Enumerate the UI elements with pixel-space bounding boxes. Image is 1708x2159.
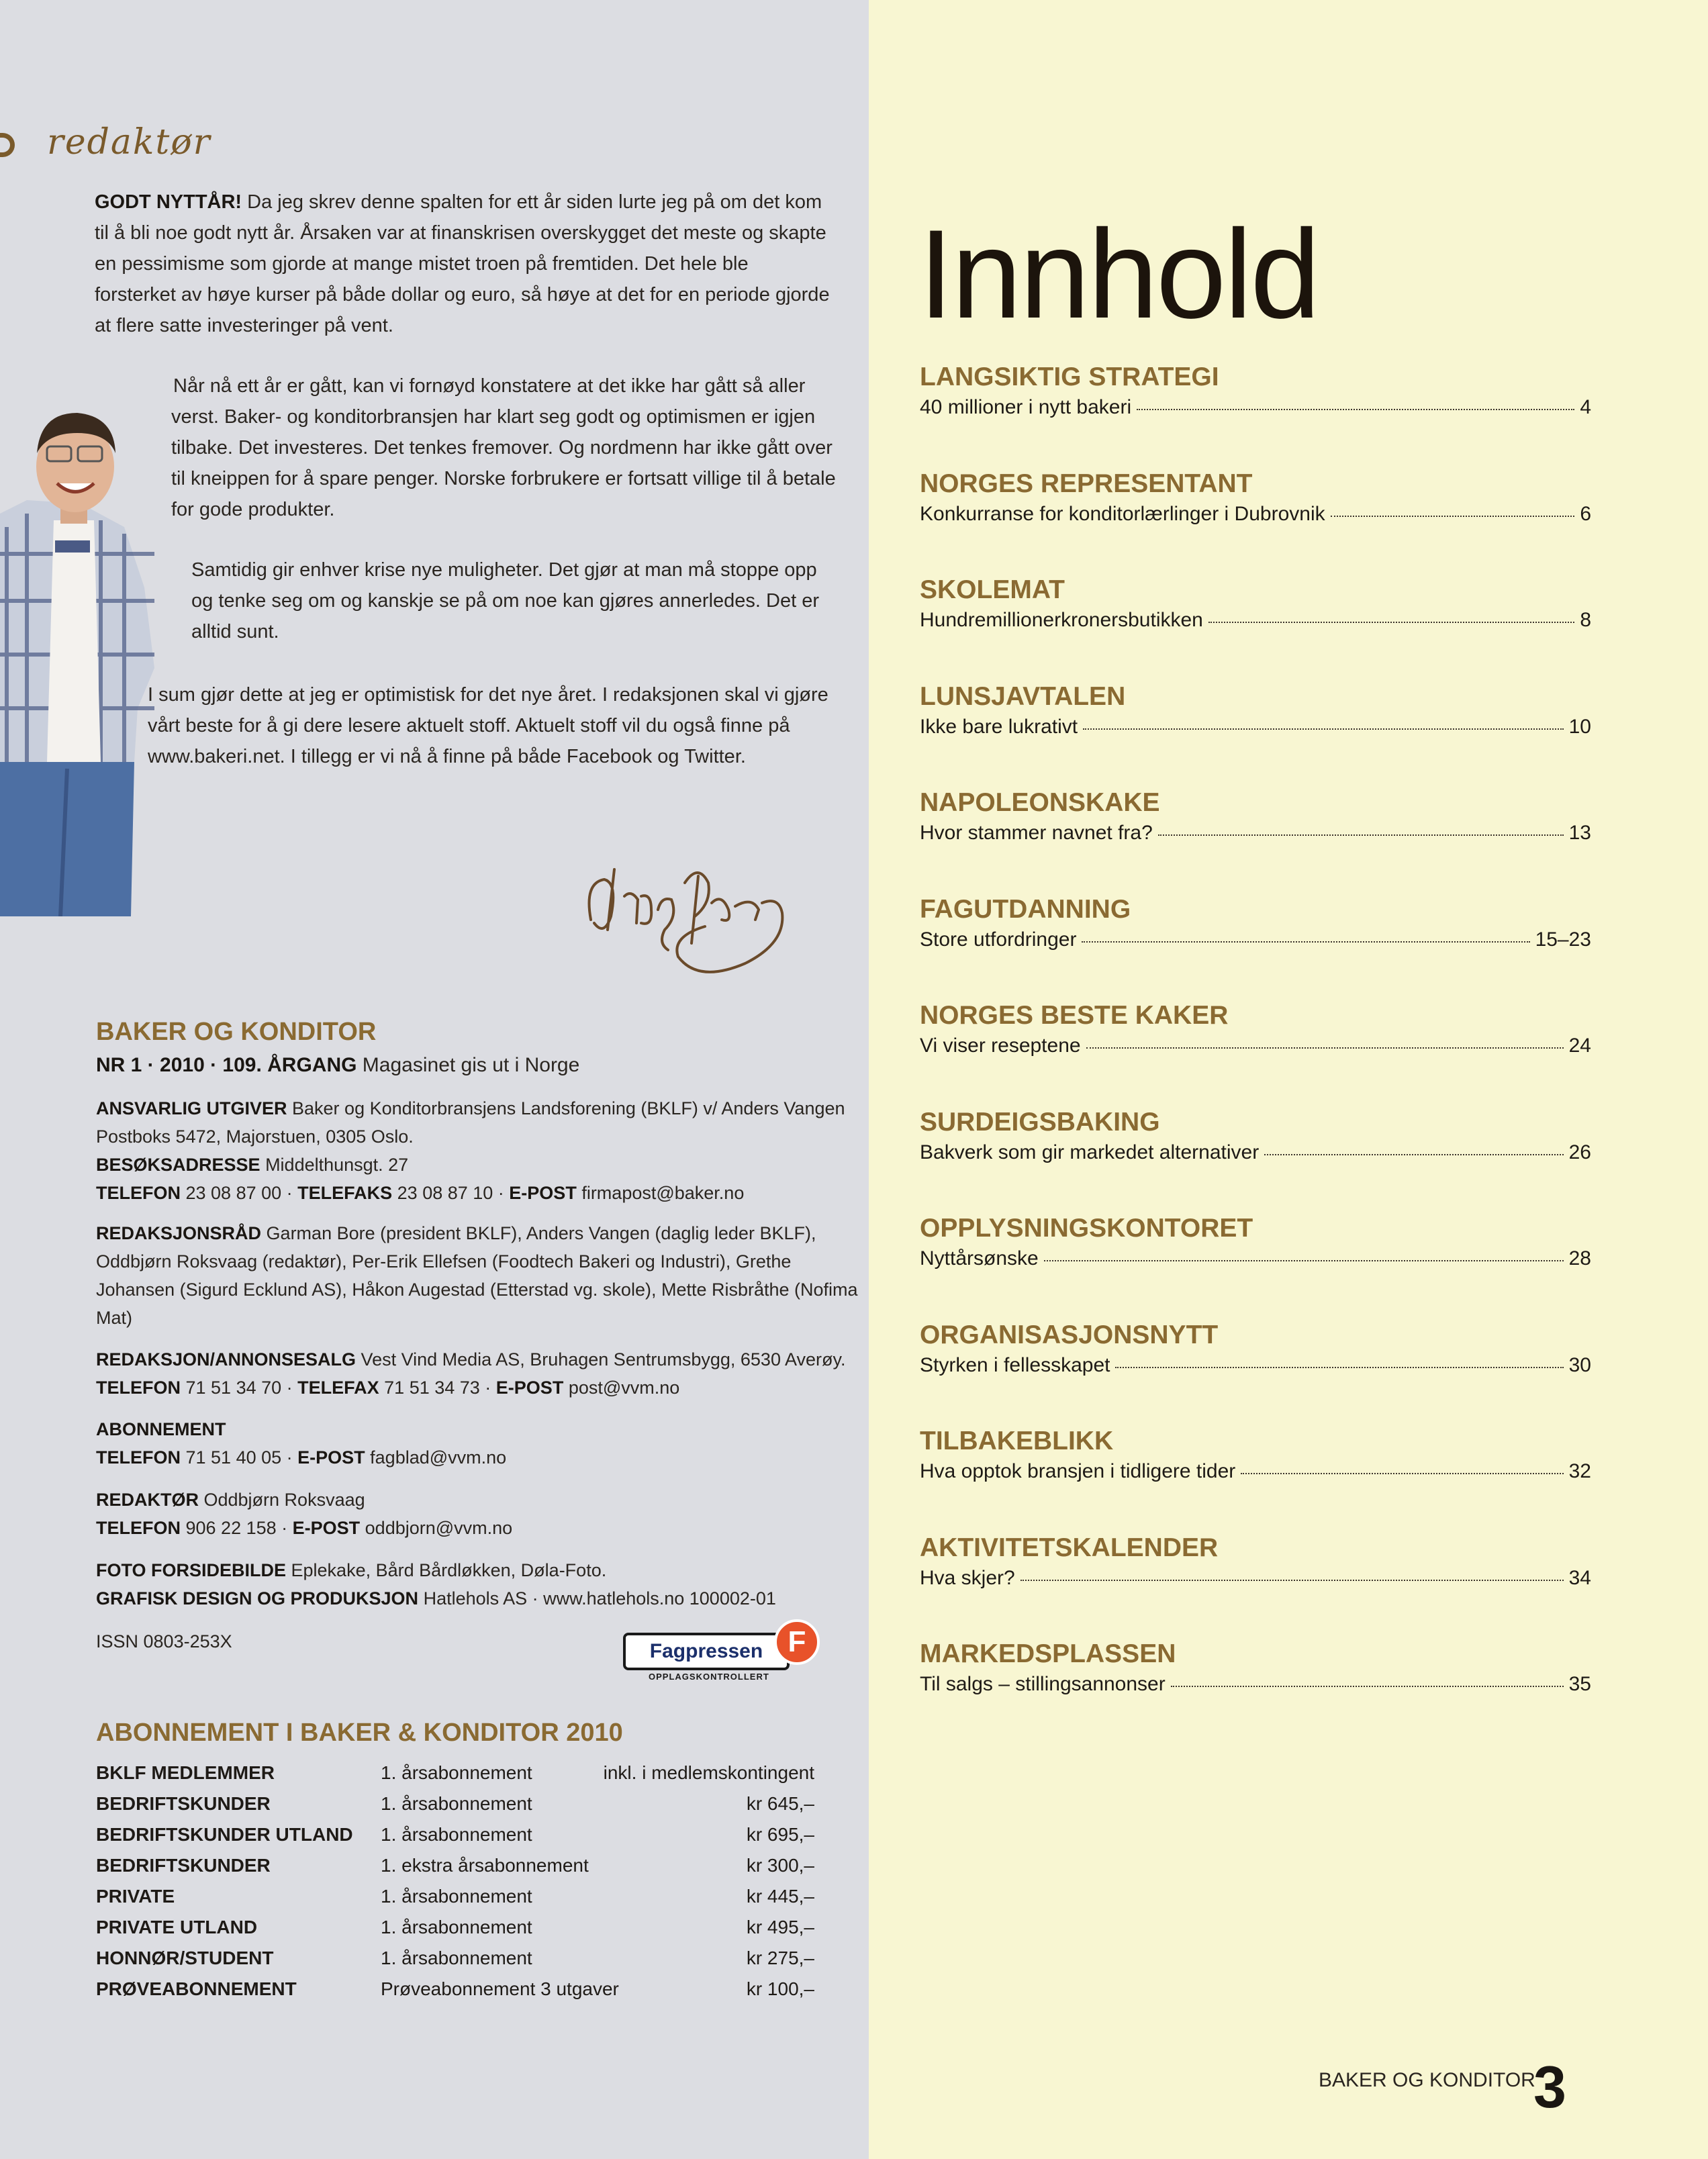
editor-label: REDAKTØR	[96, 1490, 199, 1510]
column-header-label: redaktør	[47, 122, 211, 162]
fagpressen-label: Fagpressen	[623, 1633, 790, 1670]
phone-label: TELEFON	[96, 1378, 181, 1398]
subscription-label: ABONNEMENT	[96, 1419, 226, 1439]
visit-address-label: BESØKSADRESSE	[96, 1155, 260, 1175]
toc-entry[interactable]	[920, 1639, 1591, 1696]
editor-photo	[0, 386, 158, 916]
subscription-row	[96, 1948, 814, 1977]
toc-leader-dots	[1331, 516, 1575, 517]
toc-section: NORGES BESTE KAKER	[920, 1001, 1229, 1030]
subscription-type: PRIVATE UTLAND	[96, 1917, 258, 1937]
email: fagblad@vvm.no	[365, 1447, 507, 1468]
issn: ISSN 0803-253X	[96, 1631, 232, 1651]
toc-entry[interactable]	[920, 1427, 1591, 1483]
subscription-price: kr 100,–	[746, 1978, 814, 1999]
toc-line	[920, 503, 1591, 526]
subscription-row	[96, 1855, 814, 1884]
board-label: REDAKSJONSRÅD	[96, 1223, 262, 1243]
toc-page-number: 8	[1580, 609, 1591, 631]
subscription-price: inkl. i medlemskontingent	[603, 1762, 814, 1783]
phone: 71 51 40 05 ·	[181, 1447, 298, 1468]
toc-section: SKOLEMAT	[920, 575, 1065, 604]
subscription-type: BEDRIFTSKUNDER UTLAND	[96, 1824, 353, 1845]
issue-label: NR 1 · 2010 · 109. ÅRGANG	[96, 1054, 357, 1076]
editorial-lead: GODT NYTTÅR!	[95, 191, 242, 213]
subscription-type: HONNØR/STUDENT	[96, 1948, 274, 1968]
subscription-plan: 1. årsabonnement	[381, 1917, 532, 1937]
toc-entry[interactable]	[920, 1108, 1591, 1164]
toc-page-number: 28	[1568, 1247, 1591, 1269]
toc-article-title: Bakverk som gir markedet alternativer	[920, 1141, 1260, 1163]
fax-label: TELEFAX	[297, 1378, 379, 1398]
toc-leader-dots	[1241, 1473, 1563, 1474]
toc-page-number: 30	[1568, 1353, 1591, 1376]
subscription-plan: 1. årsabonnement	[381, 1948, 532, 1968]
photo-credit-label: FOTO FORSIDEBILDE	[96, 1560, 287, 1580]
editorial-text-1: Da jeg skrev denne spalten for ett år siden lurte jeg på om det kom til å bli noe godt nytt år. Årsaken var at finanskrisen overskygget det meste og skapte en pessimisme som gjorde at mange mistet troen på fremtiden. Det hele ble forsterket av høye kurser på både dollar og euro, så høye at det for en periode gjorde at flere satte investeringer på vent.	[95, 191, 830, 336]
toc-article-title: Nyttårsønske	[920, 1247, 1039, 1269]
board-text: Garman Bore (president BKLF), Anders Vangen (daglig leder BKLF), Oddbjørn Roksvaag (redaktør), Per-Erik Ellefsen (Foodtech Bakeri og Industri), Grethe Johansen (Sigurd Ecklund AS), Håkon Augestad (Etterstad vg. skole), Mette Risbråthe (Nofima Mat)	[96, 1223, 858, 1328]
toc-entry[interactable]	[920, 469, 1591, 526]
toc-leader-dots	[1083, 728, 1564, 730]
phone-label: TELEFON	[96, 1183, 181, 1203]
subscription-type: BEDRIFTSKUNDER	[96, 1855, 271, 1876]
toc-line	[920, 1354, 1591, 1377]
toc-section: LANGSIKTIG STRATEGI	[920, 363, 1219, 391]
subscription-plan: 1. årsabonnement	[381, 1824, 532, 1845]
toc-entry[interactable]	[920, 575, 1591, 632]
toc-section: ORGANISASJONSNYTT	[920, 1320, 1219, 1349]
phone: 71 51 34 70 ·	[181, 1378, 298, 1398]
toc-entry[interactable]	[920, 895, 1591, 951]
subscription-price: kr 695,–	[746, 1824, 814, 1845]
fax: 71 51 34 73 ·	[379, 1378, 496, 1398]
editorial-paragraph-4: I sum gjør dette at jeg er optimistisk for det nye året. I redaksjonen skal vi gjøre vårt beste for å gi dere lesere aktuelt stoff. Aktuelt stoff vil du også finne på www.bakeri.net. I tillegg er vi nå å finne på både Facebook og Twitter.	[148, 684, 828, 767]
email: oddbjorn@vvm.no	[360, 1518, 513, 1538]
subscription-row	[96, 1978, 814, 2008]
toc-section: NORGES REPRESENTANT	[920, 469, 1253, 498]
masthead-subscription	[96, 1415, 858, 1472]
toc-title: Innhold	[918, 203, 1319, 344]
toc-line	[920, 1141, 1591, 1164]
publisher-label: ANSVARLIG UTGIVER	[96, 1098, 287, 1118]
toc-section: AKTIVITETSKALENDER	[920, 1533, 1219, 1562]
design-credit: Hatlehols AS · www.hatlehols.no 100002-01	[418, 1588, 776, 1609]
email-label: E-POST	[509, 1183, 577, 1203]
sales-label: REDAKSJON/ANNONSESALG	[96, 1349, 357, 1370]
toc-leader-dots	[1115, 1367, 1563, 1368]
toc-page-number: 24	[1568, 1035, 1591, 1057]
toc-line	[920, 1567, 1591, 1590]
toc-line	[920, 1673, 1591, 1696]
fax-label: TELEFAKS	[297, 1183, 393, 1203]
email: post@vvm.no	[563, 1378, 680, 1398]
toc-page-number: 32	[1568, 1460, 1591, 1482]
toc-entry[interactable]	[920, 1001, 1591, 1057]
right-page	[869, 0, 1708, 2159]
toc-section: FAGUTDANNING	[920, 894, 1131, 924]
subscription-type: PRIVATE	[96, 1886, 175, 1907]
subscription-price: kr 300,–	[746, 1855, 814, 1876]
masthead-title: BAKER OG KONDITOR	[96, 1018, 377, 1046]
toc-leader-dots	[1021, 1580, 1564, 1581]
toc-entry[interactable]	[920, 1533, 1591, 1590]
toc-page-number: 35	[1568, 1673, 1591, 1695]
toc-leader-dots	[1264, 1154, 1563, 1155]
design-label: GRAFISK DESIGN OG PRODUKSJON	[96, 1588, 419, 1609]
masthead-credits	[96, 1556, 858, 1613]
subscription-row	[96, 1762, 814, 1792]
toc-line	[920, 928, 1591, 951]
toc-leader-dots	[1208, 622, 1574, 623]
toc-leader-dots	[1044, 1260, 1564, 1261]
toc-page-number: 34	[1568, 1566, 1591, 1589]
toc-leader-dots	[1086, 1047, 1564, 1049]
toc-page-number: 15–23	[1535, 928, 1591, 951]
subscription-title: ABONNEMENT I BAKER & KONDITOR 2010	[96, 1719, 623, 1747]
toc-page-number: 13	[1568, 822, 1591, 844]
toc-leader-dots	[1082, 941, 1529, 943]
subscription-plan: 1. årsabonnement	[381, 1793, 532, 1814]
toc-entry[interactable]	[920, 1321, 1591, 1377]
toc-article-title: Til salgs – stillingsannonser	[920, 1673, 1166, 1695]
toc-article-title: 40 millioner i nytt bakeri	[920, 396, 1132, 418]
toc-article-title: Hva opptok bransjen i tidligere tider	[920, 1460, 1236, 1482]
toc-line	[920, 1460, 1591, 1483]
subscription-price: kr 445,–	[746, 1886, 814, 1907]
photo-credit: Eplekake, Bård Bårdløkken, Døla-Foto.	[286, 1560, 607, 1580]
subscription-row	[96, 1886, 814, 1915]
subscription-price: kr 495,–	[746, 1917, 814, 1937]
fagpressen-f-icon: F	[774, 1619, 820, 1665]
fagpressen-logo	[623, 1619, 828, 1686]
toc-line	[920, 609, 1591, 632]
editor-signature	[577, 856, 806, 990]
toc-line	[920, 822, 1591, 845]
subscription-row	[96, 1793, 814, 1823]
page-number: 3	[1533, 2054, 1566, 2120]
toc-section: NAPOLEONSKAKE	[920, 788, 1160, 817]
masthead-issue	[96, 1051, 858, 1080]
toc-article-title: Store utfordringer	[920, 928, 1077, 951]
subscription-plan: 1. årsabonnement	[381, 1762, 532, 1783]
subscription-plan: 1. årsabonnement	[381, 1886, 532, 1907]
toc-article-title: Hundremillionerkronersbutikken	[920, 609, 1203, 631]
phone: 23 08 87 00 ·	[181, 1183, 298, 1203]
email: firmapost@baker.no	[576, 1183, 745, 1203]
toc-article-title: Vi viser reseptene	[920, 1035, 1081, 1057]
sales-text: Vest Vind Media AS, Bruhagen Sentrumsbygg, 6530 Averøy.	[356, 1349, 846, 1370]
toc-leader-dots	[1158, 834, 1564, 836]
subscription-type: PRØVEABONNEMENT	[96, 1978, 297, 1999]
toc-entry[interactable]	[920, 1214, 1591, 1270]
toc-article-title: Ikke bare lukrativt	[920, 715, 1078, 738]
subscription-row	[96, 1824, 814, 1854]
toc-article-title: Konkurranse for konditorlærlinger i Dubrovnik	[920, 502, 1325, 525]
subscription-type: BEDRIFTSKUNDER	[96, 1793, 271, 1814]
fax: 23 08 87 10 ·	[392, 1183, 510, 1203]
footer-magazine: BAKER OG KONDITOR	[1319, 2069, 1535, 2091]
toc-article-title: Styrken i fellesskapet	[920, 1353, 1110, 1376]
toc-entry[interactable]	[920, 363, 1591, 419]
toc-entry[interactable]	[920, 788, 1591, 845]
phone-label: TELEFON	[96, 1447, 181, 1468]
editorial-paragraph-2: Når nå ett år er gått, kan vi fornøyd konstatere at det ikke har gått så aller verst. Baker- og konditorbransjen har klart seg godt og optimismen er igjen tilbake. Det investeres. Det tenkes fremover. Og nordmenn har ikke gått over til kneippen for å spare penger. Norske forbrukere er fortsatt villige til å betale for gode produkter.	[171, 375, 836, 520]
visit-address: Middelthunsgt. 27	[260, 1155, 409, 1175]
toc-section: TILBAKEBLIKK	[920, 1427, 1114, 1455]
issue-text: Magasinet gis ut i Norge	[357, 1054, 580, 1076]
toc-page-number: 4	[1580, 396, 1591, 418]
toc-entry[interactable]	[920, 682, 1591, 738]
subscription-plan: 1. ekstra årsabonnement	[381, 1855, 589, 1876]
email-label: E-POST	[292, 1518, 361, 1538]
toc-line	[920, 1035, 1591, 1057]
phone: 906 22 158 ·	[181, 1518, 293, 1538]
subscription-type: BKLF MEDLEMMER	[96, 1762, 275, 1783]
editorial-paragraph-3: Samtidig gir enhver krise nye muligheter. Det gjør at man må stoppe opp og tenke seg om og kanskje se på om noe kan gjøres annerledes. Det er alltid sunt.	[191, 559, 819, 642]
subscription-price: kr 275,–	[746, 1948, 814, 1968]
email-label: E-POST	[297, 1447, 365, 1468]
toc-section: SURDEIGSBAKING	[920, 1107, 1160, 1137]
publisher-text: Baker og Konditorbransjens Landsforening (BKLF) v/ Anders Vangen Postboks 5472, Majorstuen, 0305 Oslo.	[96, 1098, 845, 1147]
toc-section: OPPLYSNINGSKONTORET	[920, 1214, 1253, 1243]
phone-label: TELEFON	[96, 1518, 181, 1538]
editorial-paragraph-1	[95, 187, 833, 341]
masthead-editor	[96, 1486, 858, 1542]
toc-page-number: 26	[1568, 1141, 1591, 1163]
masthead-publisher	[96, 1094, 858, 1207]
swirl-icon	[0, 133, 15, 157]
toc-line	[920, 396, 1591, 419]
toc-section: LUNSJAVTALEN	[920, 681, 1126, 711]
masthead-sales	[96, 1345, 858, 1402]
toc-line	[920, 716, 1591, 738]
fagpressen-sub: OPPLAGSKONTROLLERT	[649, 1672, 769, 1682]
toc-leader-dots	[1137, 409, 1574, 410]
subscription-row	[96, 1917, 814, 1946]
toc-section: MARKEDSPLASSEN	[920, 1639, 1176, 1668]
toc-article-title: Hvor stammer navnet fra?	[920, 822, 1153, 844]
masthead-editorial-board	[96, 1219, 858, 1332]
subscription-plan: Prøveabonnement 3 utgaver	[381, 1978, 619, 1999]
toc-page-number: 6	[1580, 502, 1591, 525]
subscription-price: kr 645,–	[746, 1793, 814, 1814]
toc-article-title: Hva skjer?	[920, 1566, 1015, 1589]
toc-leader-dots	[1171, 1686, 1564, 1687]
toc-line	[920, 1247, 1591, 1270]
toc-page-number: 10	[1568, 715, 1591, 738]
email-label: E-POST	[495, 1378, 564, 1398]
editor-name: Oddbjørn Roksvaag	[199, 1490, 365, 1510]
